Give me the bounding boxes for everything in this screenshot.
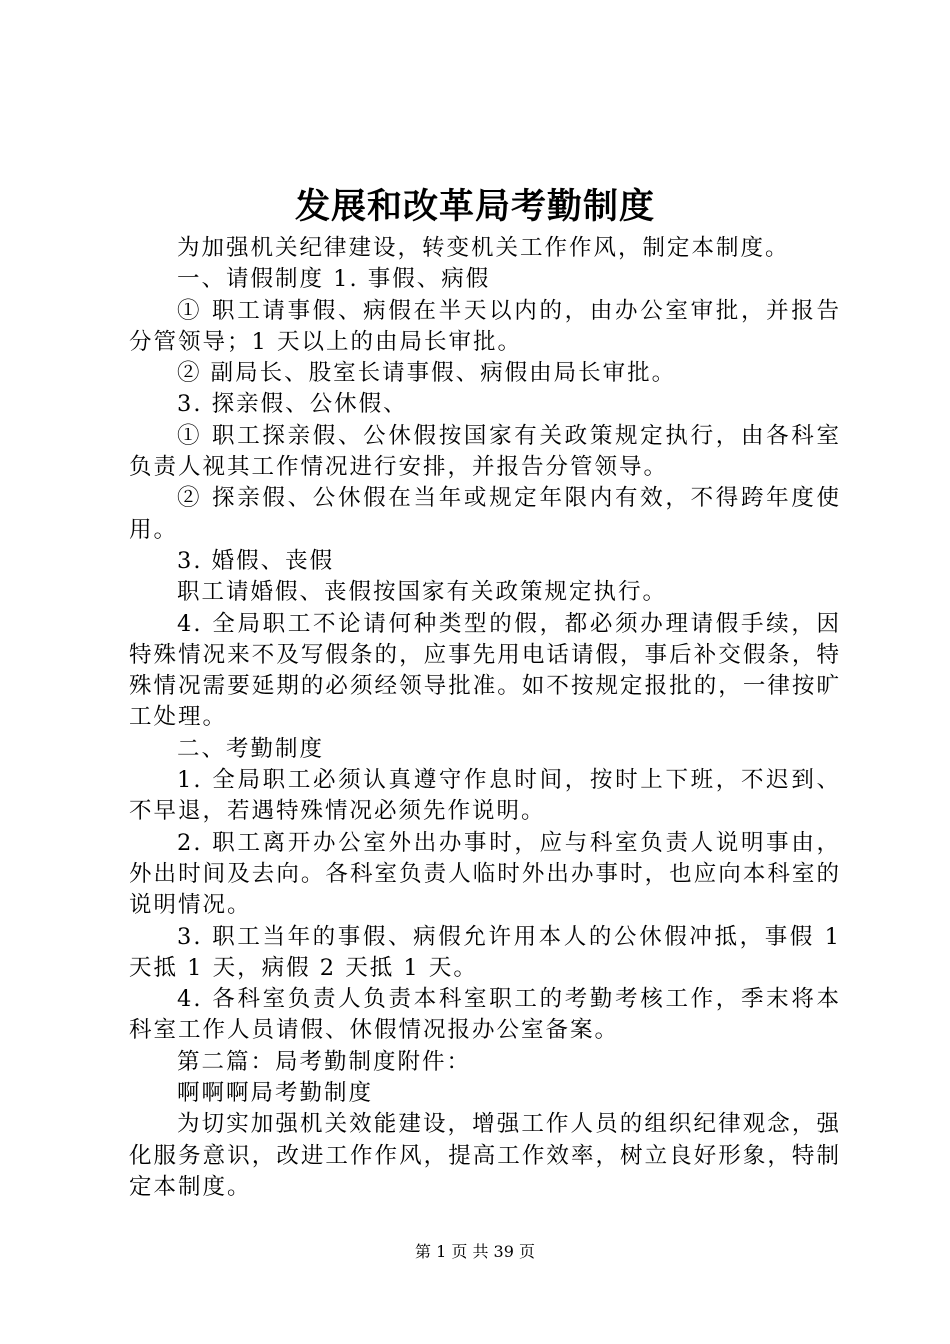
document-title: 发展和改革局考勤制度 [294,186,655,227]
paragraph-item: ① 职工请事假、病假在半天以内的，由办公室审批，并报告分管领导；1 天以上的由局长审批。 [129,297,841,355]
paragraph-item: 3. 职工当年的事假、病假允许用本人的公休假冲抵，事假 1 天抵 1 天，病假 2 天抵 1 天。 [129,923,841,981]
paragraph-item: ② 副局长、股室长请事假、病假由局长审批。 [177,360,677,387]
paragraph-item: 1. 全局职工必须认真遵守作息时间，按时上下班，不迟到、不早退，若遇特殊情况必须先作说明。 [129,767,841,825]
document-body [129,233,841,1203]
paragraph-intro: 为加强机关纪律建设，转变机关工作作风，制定本制度。 [177,235,790,261]
paragraph-item: 职工请婚假、丧假按国家有关政策规定执行。 [177,579,668,606]
subsection-heading: 3. 探亲假、公休假、 [177,391,408,418]
page-footer: 第 1 页 共 39 页 [415,1242,535,1261]
paragraph-item: 4. 各科室负责人负责本科室职工的考勤考核工作，季末将本科室工作人员请假、休假情况报办公室备案。 [129,986,841,1044]
paragraph-item: ② 探亲假、公休假在当年或规定年限内有效，不得跨年度使用。 [129,485,841,543]
section-heading-part-two: 第二篇：局考勤制度附件： [177,1048,472,1075]
paragraph-item: 为切实加强机关效能建设，增强工作人员的组织纪律观念，强化服务意识，改进工作作风，提高工作效率，树立良好形象，特制定本制度。 [129,1111,841,1200]
section-heading-leave: 一、请假制度 1. 事假、病假 [177,266,491,293]
paragraph-item: ① 职工探亲假、公休假按国家有关政策规定执行，由各科室负责人视其工作情况进行安排，并报告分管领导。 [129,422,841,481]
paragraph-item: 4. 全局职工不论请何种类型的假，都必须办理请假手续，因特殊情况来不及写假条的，应事先用电话请假，事后补交假条，特殊情况需要延期的必须经领导批准。如不按规定报批的，一律按旷工处理。 [129,610,841,731]
subsection-heading: 3. 婚假、丧假 [177,547,335,574]
paragraph-item: 2. 职工离开办公室外出办事时，应与科室负责人说明事由，外出时间及去向。各科室负责人临时外出办事时，也应向本科室的说明情况。 [129,829,841,919]
subtitle: 啊啊啊局考勤制度 [177,1080,374,1107]
section-heading-attendance: 二、考勤制度 [177,735,325,762]
